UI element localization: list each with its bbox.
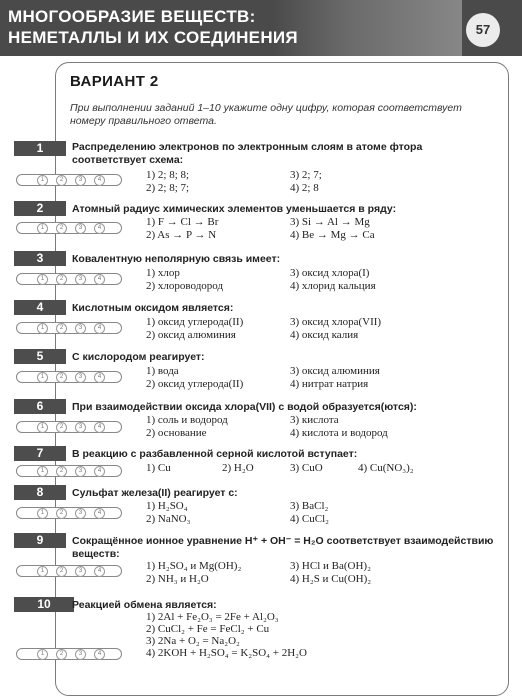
task-number: 3 (14, 251, 66, 266)
option-3: 3) 2; 7; (290, 169, 322, 181)
option-2: 2) основание (146, 427, 207, 439)
option-1: 1) 2Al + Fe₂O₃ = 2Fe + Al₂O₃ (146, 611, 279, 623)
answer-option-4[interactable]: 4 (94, 274, 105, 285)
option-2: 2) As → P → N (146, 229, 217, 241)
chapter-title (8, 6, 298, 48)
task-number: 1 (14, 141, 66, 156)
option-4: 4) хлорид кальция (290, 280, 376, 292)
task-number: 2 (14, 201, 66, 216)
option-1: 1) 2; 8; 8; (146, 169, 190, 181)
option-4: 4) Cu(NO₃)₂ (358, 462, 414, 474)
answer-option-3[interactable]: 3 (75, 274, 86, 285)
task-question: При взаимодействии оксида хлора(VII) с водой образуется(ются): (72, 401, 417, 413)
answer-option-3[interactable]: 3 (75, 175, 86, 186)
task-question: Ковалентную неполярную связь имеет: (72, 253, 281, 265)
answer-option-4[interactable]: 4 (94, 372, 105, 383)
answer-option-2[interactable]: 2 (56, 175, 67, 186)
header-decoration (272, 0, 462, 56)
answer-option-3[interactable]: 3 (75, 422, 86, 433)
option-1: 1) Cu (146, 462, 171, 474)
option-3: 3) оксид хлора(I) (290, 267, 370, 279)
answer-option-4[interactable]: 4 (94, 223, 105, 234)
option-3: 3) HCl и Ba(OH)₂ (290, 560, 371, 572)
answer-option-1[interactable]: 1 (37, 175, 48, 186)
answer-option-1[interactable]: 1 (37, 372, 48, 383)
option-1: 1) F → Cl → Br (146, 216, 219, 228)
option-3: 3) кислота (290, 414, 339, 426)
answer-option-4[interactable]: 4 (94, 566, 105, 577)
option-3: 3) оксид алюминия (290, 365, 380, 377)
task-number: 6 (14, 399, 66, 414)
option-1: 1) оксид углерода(II) (146, 316, 244, 328)
answer-option-3[interactable]: 3 (75, 372, 86, 383)
page-header (0, 0, 522, 56)
option-2: 2) NH₃ и H₂O (146, 573, 209, 585)
answer-option-1[interactable]: 1 (37, 274, 48, 285)
task-number: 9 (14, 533, 66, 548)
option-2: 2) 2; 8; 7; (146, 182, 190, 194)
answer-option-2[interactable]: 2 (56, 372, 67, 383)
answer-option-1[interactable]: 1 (37, 323, 48, 334)
option-2: 2) NaNO₃ (146, 513, 191, 525)
task-number: 10 (14, 597, 74, 612)
option-4: 4) нитрат натрия (290, 378, 369, 390)
option-2: 2) оксид алюминия (146, 329, 236, 341)
answer-circles[interactable] (16, 507, 122, 519)
task-question: В реакцию с разбавленной серной кислотой вступает: (72, 448, 358, 460)
task-number: 5 (14, 349, 66, 364)
chapter-title-line2: НЕМЕТАЛЛЫ И ИХ СОЕДИНЕНИЯ (8, 28, 298, 47)
task-question: Сульфат железа(II) реагирует с: (72, 487, 238, 499)
answer-option-1[interactable]: 1 (37, 422, 48, 433)
option-4: 4) H₂S и Cu(OH)₂ (290, 573, 372, 585)
task-question: Кислотным оксидом является: (72, 302, 234, 314)
option-1: 1) вода (146, 365, 179, 377)
answer-option-2[interactable]: 2 (56, 274, 67, 285)
answer-circles[interactable] (16, 421, 122, 433)
answer-option-3[interactable]: 3 (75, 649, 86, 660)
task-number: 7 (14, 446, 66, 461)
answer-circles[interactable] (16, 322, 122, 334)
page-number: 57 (466, 13, 500, 47)
option-3: 3) 2Na + O₂ = Na₂O₂ (146, 635, 240, 647)
answer-option-4[interactable]: 4 (94, 466, 105, 477)
option-2: 2) хлороводород (146, 280, 224, 292)
task-question: Сокращённое ионное уравнение H⁺ + OH⁻ = H₂O соответствует взаимодействию веществ: (72, 535, 494, 560)
option-1: 1) хлор (146, 267, 180, 279)
answer-circles[interactable] (16, 222, 122, 234)
option-4: 4) 2KOH + H₂SO₄ = K₂SO₄ + 2H₂O (146, 647, 307, 659)
option-1: 1) H₂SO₄ и Mg(OH)₂ (146, 560, 242, 572)
option-3: 3) Si → Al → Mg (290, 216, 370, 228)
option-3: 3) CuO (290, 462, 323, 474)
answer-option-4[interactable]: 4 (94, 649, 105, 660)
answer-option-2[interactable]: 2 (56, 508, 67, 519)
answer-option-4[interactable]: 4 (94, 508, 105, 519)
option-3: 3) BaCl₂ (290, 500, 329, 512)
option-2: 2) H₂O (222, 462, 254, 474)
answer-option-1[interactable]: 1 (37, 508, 48, 519)
variant-title: ВАРИАНТ 2 (70, 73, 159, 90)
option-4: 4) CuCl₂ (290, 513, 329, 525)
answer-circles[interactable] (16, 565, 122, 577)
answer-option-4[interactable]: 4 (94, 323, 105, 334)
answer-option-3[interactable]: 3 (75, 466, 86, 477)
task-number: 8 (14, 485, 66, 500)
answer-option-1[interactable]: 1 (37, 649, 48, 660)
task-question: Атомный радиус химических элементов уменьшается в ряду: (72, 203, 397, 215)
answer-option-1[interactable]: 1 (37, 566, 48, 577)
option-3: 3) оксид хлора(VII) (290, 316, 382, 328)
task-number: 4 (14, 300, 66, 315)
answer-circles[interactable] (16, 273, 122, 285)
answer-option-2[interactable]: 2 (56, 223, 67, 234)
chapter-title-line1: МНОГООБРАЗИЕ ВЕЩЕСТВ: (8, 7, 256, 26)
option-4: 4) 2; 8 (290, 182, 319, 194)
answer-circles[interactable] (16, 174, 122, 186)
answer-circles[interactable] (16, 371, 122, 383)
option-4: 4) оксид калия (290, 329, 359, 341)
option-4: 4) Be → Mg → Ca (290, 229, 375, 241)
instructions-text: При выполнении заданий 1–10 укажите одну цифру, которая соответствует номеру правильного ответа. (70, 102, 462, 127)
option-2: 2) CuCl₂ + Fe = FeCl₂ + Cu (146, 623, 270, 635)
answer-option-3[interactable]: 3 (75, 323, 86, 334)
answer-option-3[interactable]: 3 (75, 223, 86, 234)
task-question: С кислородом реагирует: (72, 351, 205, 363)
answer-option-2[interactable]: 2 (56, 422, 67, 433)
answer-option-4[interactable]: 4 (94, 175, 105, 186)
answer-option-2[interactable]: 2 (56, 323, 67, 334)
answer-option-2[interactable]: 2 (56, 649, 67, 660)
answer-option-3[interactable]: 3 (75, 566, 86, 577)
answer-option-2[interactable]: 2 (56, 566, 67, 577)
answer-option-2[interactable]: 2 (56, 466, 67, 477)
answer-option-1[interactable]: 1 (37, 466, 48, 477)
task-question: Реакцией обмена является: (72, 599, 217, 611)
answer-circles[interactable] (16, 648, 122, 660)
option-4: 4) кислота и водород (290, 427, 388, 439)
option-2: 2) оксид углерода(II) (146, 378, 244, 390)
option-1: 1) соль и водород (146, 414, 228, 426)
answer-option-3[interactable]: 3 (75, 508, 86, 519)
option-1: 1) H₂SO₄ (146, 500, 188, 512)
answer-option-1[interactable]: 1 (37, 223, 48, 234)
answer-option-4[interactable]: 4 (94, 422, 105, 433)
answer-circles[interactable] (16, 465, 122, 477)
task-question: Распределению электронов по электронным слоям в атоме фтора соответствует схема: (72, 141, 423, 166)
